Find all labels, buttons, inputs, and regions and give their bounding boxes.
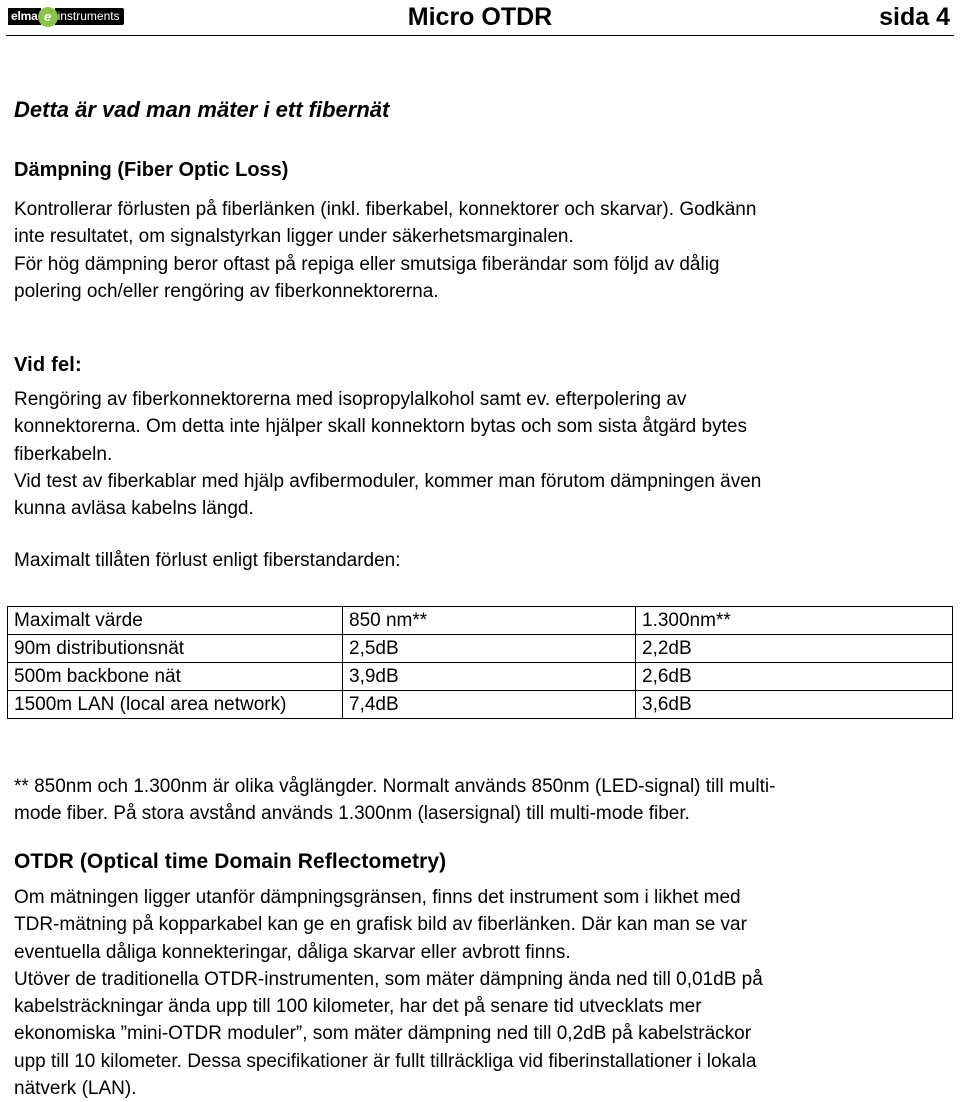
otdr-paragraph	[14, 884, 949, 1102]
table-cell: 1500m LAN (local area network)	[8, 691, 343, 719]
max-loss-intro: Maximalt tillåten förlust enligt fiberstandarden:	[14, 550, 401, 571]
table-cell: 2,5dB	[343, 635, 636, 663]
table-cell: 90m distributionsnät	[8, 635, 343, 663]
text-line: polering och/eller rengöring av fiberkonnektorerna.	[14, 280, 439, 302]
text-line: inte resultatet, om signalstyrkan ligger under säkerhetsmarginalen.	[14, 226, 574, 248]
text-line: För hög dämpning beror oftast på repiga eller smutsiga fiberändar som följd av dålig	[14, 253, 720, 275]
section-title: Detta är vad man mäter i ett fibernät	[14, 97, 390, 122]
table-header-cell: Maximalt värde	[8, 607, 343, 635]
text-line: Rengöring av fiberkonnektorerna med isopropylalkohol samt ev. efterpolering av	[14, 389, 687, 410]
fault-heading: Vid fel:	[14, 354, 82, 376]
table-cell: 7,4dB	[343, 691, 636, 719]
text-line: kabelsträckningar ända upp till 100 kilometer, har det på senare tid utvecklats mer	[14, 996, 702, 1018]
text-line: fiberkabeln.	[14, 443, 113, 465]
table-header-cell: 1.300nm**	[636, 607, 953, 635]
table-row	[8, 663, 953, 691]
logo-text-instruments: instruments	[55, 8, 124, 25]
text-line: eventuella dåliga konnekteringar, dåliga skarvar eller avbrott finns.	[14, 941, 571, 963]
damping-heading: Dämpning (Fiber Optic Loss)	[14, 159, 289, 181]
text-line: kunna avläsa kabelns längd.	[14, 498, 254, 520]
text-line: Utöver de traditionella OTDR-instrumenten, som mäter dämpning ända ned till 0,01dB på	[14, 968, 763, 990]
table-cell: 3,6dB	[636, 691, 953, 719]
otdr-heading: OTDR (Optical time Domain Reflectometry)	[14, 850, 447, 873]
damping-paragraph	[14, 196, 949, 305]
fault-paragraph	[14, 386, 949, 522]
table-row	[8, 635, 953, 663]
table-cell: 500m backbone nät	[8, 663, 343, 691]
text-line: upp till 10 kilometer. Dessa specifikationer är fullt tillräckliga vid fiberinstallationer i lokala	[14, 1050, 757, 1072]
text-line: Om mätningen ligger utanför dämpningsgränsen, finns det instrument som i likhet med	[14, 887, 741, 908]
logo-text-elma: elma	[8, 8, 41, 25]
page-header	[0, 0, 960, 40]
text-line: Vid test av fiberkablar med hjälp avfibermoduler, kommer man förutom dämpningen även	[14, 470, 762, 492]
header-divider	[6, 35, 954, 36]
table-cell: 2,6dB	[636, 663, 953, 691]
logo-e-icon: e	[38, 7, 58, 27]
text-line: nätverk (LAN).	[14, 1078, 137, 1100]
wavelength-note	[14, 773, 954, 827]
table-row	[8, 691, 953, 719]
text-line: TDR-mätning på kopparkabel kan ge en grafisk bild av fiberlänken. Där kan man se var	[14, 914, 747, 936]
table-cell: 3,9dB	[343, 663, 636, 691]
table-header-cell: 850 nm**	[343, 607, 636, 635]
page-number: sida 4	[879, 3, 950, 31]
table-header-row	[8, 607, 953, 635]
table-cell: 2,2dB	[636, 635, 953, 663]
text-line: konnektorerna. Om detta inte hjälper skall konnektorn bytas och som sista åtgärd bytes	[14, 416, 747, 438]
loss-table	[7, 606, 953, 719]
text-line: ekonomiska ”mini-OTDR moduler”, som mäter dämpning ned till 0,2dB på kabelsträckor	[14, 1023, 752, 1045]
text-line: Kontrollerar förlusten på fiberlänken (inkl. fiberkabel, konnektorer och skarvar). Godkänn	[14, 199, 757, 220]
document-title: Micro OTDR	[407, 3, 553, 31]
text-line: ** 850nm och 1.300nm är olika våglängder. Normalt används 850nm (LED-signal) till multi-	[14, 776, 776, 797]
text-line: mode fiber. På stora avstånd används 1.300nm (lasersignal) till multi-mode fiber.	[14, 803, 690, 824]
